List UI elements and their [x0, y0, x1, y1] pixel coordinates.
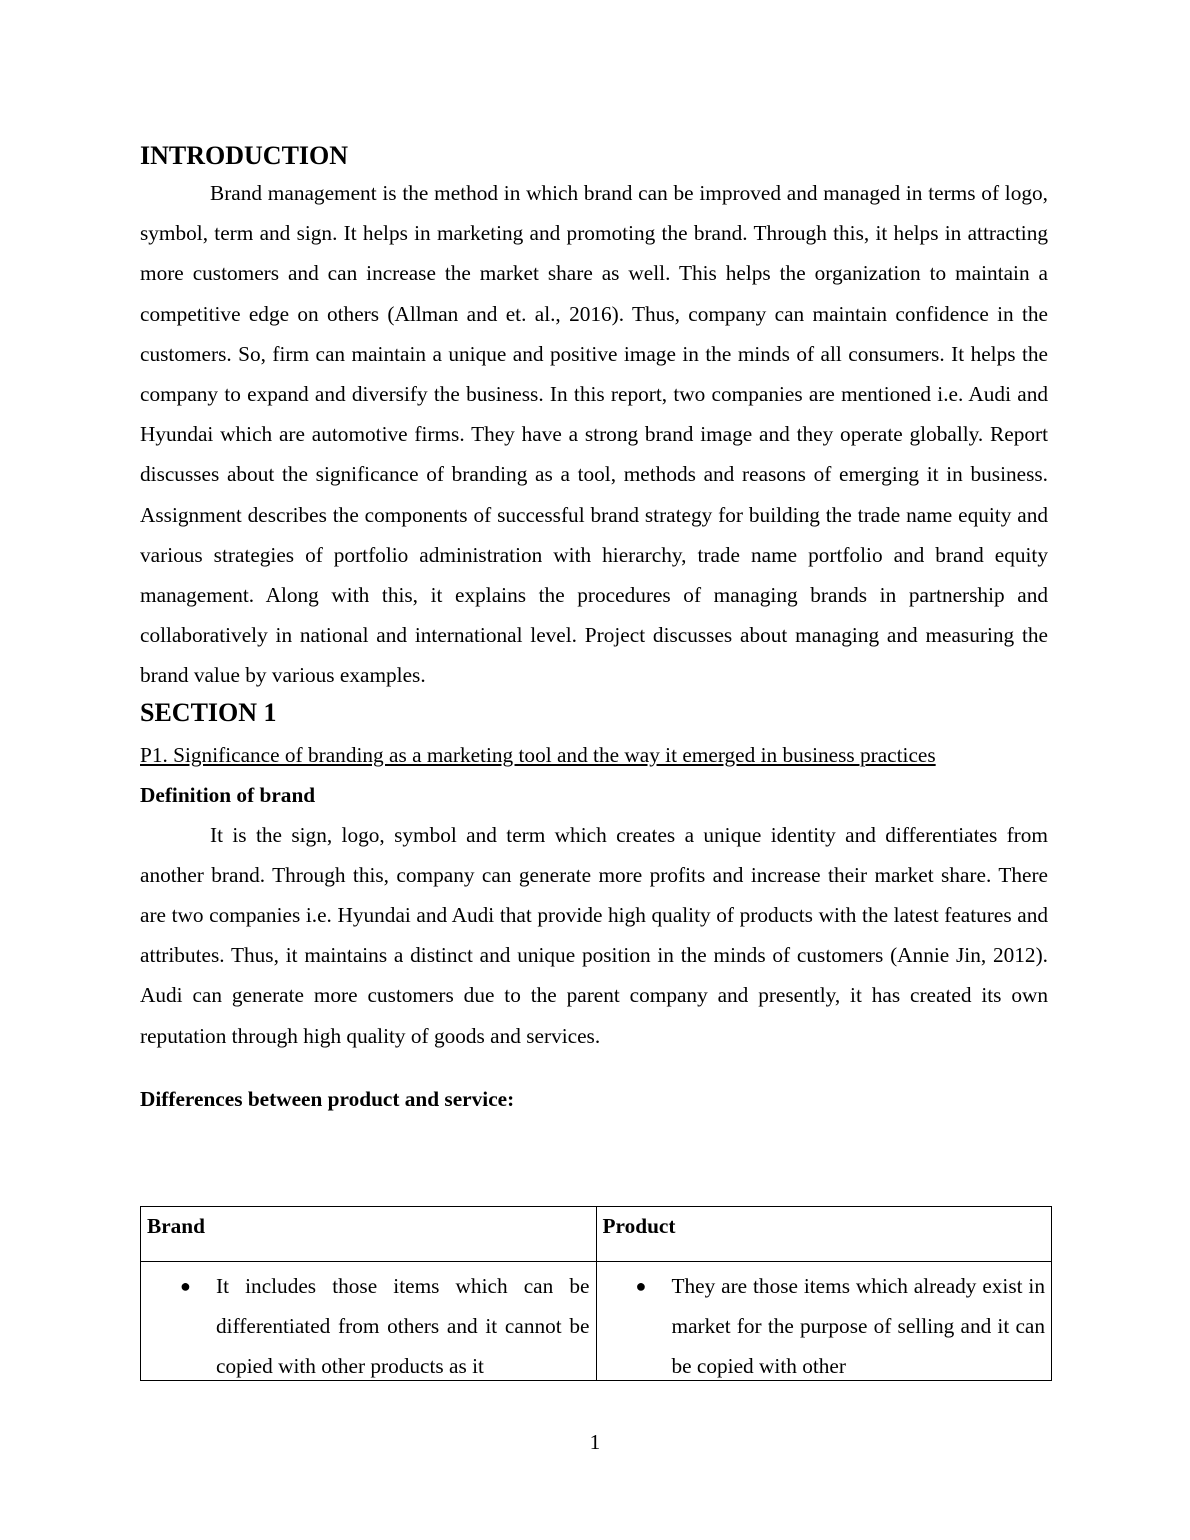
introduction-paragraph: Brand management is the method in which brand can be improved and managed in terms of logo, symbol, term and sign. It helps in marketing and promoting the brand. Through this, it helps in attracting more customers and can increase the market share as well. This helps the organization to maintain a competitive edge on others (Allman and et. al., 2016). Thus, company can maintain confidence in the customers. So, firm can maintain a unique and positive image in the minds of all consumers. It helps the company to expand and diversify the business. In this report, two companies are mentioned i.e. Audi and Hyundai which are automotive firms. They have a strong brand image and they operate globally. Report discusses about the significance of branding as a tool, methods and reasons of emerging it in business. Assignment describes the components of successful brand strategy for building the trade name equity and various strategies of portfolio administration with hierarchy, trade name portfolio and brand equity management. Along with this, it explains the procedures of managing brands in partnership and collaboratively in national and international level. Project discusses about managing and measuring the brand value by various examples. [140, 181, 1048, 688]
section-1-heading: SECTION 1 [140, 697, 277, 727]
brand-cell-content [141, 1262, 596, 1380]
definition-paragraph: It is the sign, logo, symbol and term which creates a unique identity and differentiates from another brand. Through this, company can generate more profits and increase their market share. There are two companies i.e. Hyundai and Audi that provide high quality of products with the latest features and attributes. Thus, it maintains a distinct and unique position in the minds of customers (Annie Jin, 2012). Audi can generate more customers due to the parent company and presently, it has created its own reputation through high quality of goods and services. [140, 822, 1048, 1048]
bullet-icon: ● [635, 1276, 647, 1296]
table-row [141, 1262, 1052, 1381]
product-cell-text: They are those items which already exist in market for the purpose of selling and it can be copied with other [671, 1274, 1045, 1379]
brand-cell-text: It includes those items which can be differentiated from others and it cannot be copied with other products as it [216, 1274, 590, 1379]
table-caption: Differences between product and service: [140, 1086, 515, 1111]
p1-subtitle: P1. Significance of branding as a marketing tool and the way it emerged in business practices [140, 742, 936, 767]
page-number: 1 [589, 1430, 601, 1454]
differences-table [140, 1206, 1052, 1381]
table-header-row [141, 1207, 1052, 1262]
introduction-heading: INTRODUCTION [140, 141, 349, 170]
product-cell [596, 1262, 1052, 1381]
brand-cell [141, 1262, 597, 1381]
header-product: Product [596, 1207, 1052, 1262]
bullet-icon: ● [180, 1276, 191, 1296]
header-brand: Brand [141, 1207, 597, 1262]
page-content [140, 139, 1048, 1119]
product-cell-content [597, 1262, 1052, 1380]
definition-heading: Definition of brand [140, 782, 316, 807]
